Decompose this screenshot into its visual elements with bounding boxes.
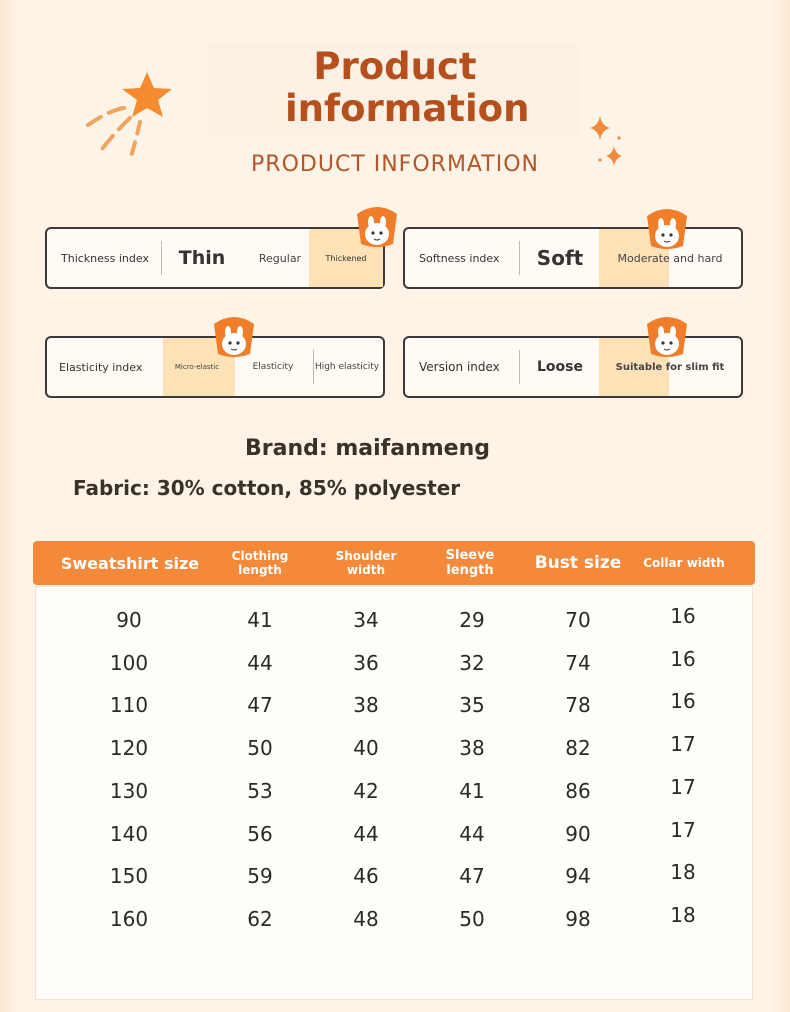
cell-clothing-length: 53 [247,778,273,803]
cell-bust-size: 86 [565,778,591,803]
size-table-header [33,541,755,585]
cell-clothing-length: 56 [247,821,273,846]
cell-bust-size: 78 [565,693,591,718]
cell-sleeve-length: 38 [459,736,485,761]
cell-size: 90 [116,608,142,632]
cell-sleeve-length: 29 [459,608,485,632]
cell-sleeve-length: 32 [459,650,485,675]
header-sweatshirt-size: Sweatshirt size [60,553,200,573]
cell-bust-size: 98 [565,906,591,931]
cell-collar-width: 18 [670,902,696,927]
cell-bust-size: 82 [565,736,591,761]
cell-shoulder-width: 34 [353,608,379,632]
softness-option-soft: Soft [536,246,584,270]
page-title: Product information [285,45,530,130]
cell-size: 140 [109,821,149,846]
cell-shoulder-width: 46 [353,864,379,889]
cell-collar-width: 17 [670,774,696,799]
page-subtitle: PRODUCT INFORMATION [251,152,539,177]
elasticity-index-label: Elasticity index [59,360,143,374]
cell-collar-width: 17 [670,817,696,842]
cell-clothing-length: 44 [247,650,273,675]
cell-sleeve-length: 35 [459,693,485,718]
softness-index-card [403,227,743,289]
version-option-loose: Loose [537,359,583,375]
cell-collar-width: 18 [670,860,696,885]
mascot-icon [353,204,401,250]
cell-shoulder-width: 40 [353,736,379,761]
cell-collar-width: 17 [670,732,696,757]
thickness-option-thickened: Thickened [325,253,367,263]
cell-clothing-length: 50 [247,736,273,761]
header-bust-size: Bust size [534,553,622,573]
cell-bust-size: 74 [565,650,591,675]
cell-shoulder-width: 44 [353,821,379,846]
cell-bust-size: 94 [565,864,591,889]
cell-clothing-length: 62 [247,906,273,931]
cell-bust-size: 70 [565,608,591,632]
elasticity-option-elasticity: Elasticity [252,362,294,372]
brand-line: Brand: maifanmeng [245,436,490,461]
cell-shoulder-width: 48 [353,906,379,931]
header-sleeve-length: Sleeve length [445,548,495,578]
mascot-icon [643,206,691,252]
cell-sleeve-length: 44 [459,821,485,846]
version-index-card [403,336,743,398]
cell-collar-width: 16 [670,604,696,628]
elasticity-option-micro-elastic: Micro-elastic [174,363,220,371]
thickness-index-label: Thickness index [61,251,149,265]
shooting-star-icon [82,70,182,165]
sparkle-icon [588,114,628,168]
header-shoulder-width: Shoulder width [335,549,397,577]
version-index-label: Version index [419,360,500,374]
cell-size: 120 [109,736,149,761]
fabric-line: Fabric: 30% cotton, 85% polyester [73,476,461,500]
version-option-slim-fit: Suitable for slim fit [615,361,725,373]
cell-clothing-length: 47 [247,693,273,718]
cell-size: 130 [109,778,149,803]
header-clothing-length: Clothing length [231,549,289,577]
cell-collar-width: 16 [670,646,696,671]
cell-shoulder-width: 36 [353,650,379,675]
cell-size: 150 [109,864,149,889]
mascot-icon [210,314,258,360]
cell-sleeve-length: 47 [459,864,485,889]
elasticity-option-high: High elasticity [314,362,380,372]
cell-clothing-length: 59 [247,864,273,889]
cell-collar-width: 16 [670,689,696,714]
cell-bust-size: 90 [565,821,591,846]
softness-index-label: Softness index [419,251,500,265]
cell-shoulder-width: 38 [353,693,379,718]
cell-sleeve-length: 50 [459,906,485,931]
mascot-icon [643,314,691,360]
cell-size: 110 [109,693,149,718]
cell-size: 100 [109,650,149,675]
thickness-index-card [45,227,385,289]
cell-sleeve-length: 41 [459,778,485,803]
softness-option-moderate-hard: Moderate and hard [617,251,723,265]
thickness-option-regular: Regular [258,251,302,265]
cell-clothing-length: 41 [247,608,273,632]
cell-size: 160 [109,906,149,931]
header-collar-width: Collar width [643,556,725,570]
cell-shoulder-width: 42 [353,778,379,803]
thickness-option-thin: Thin [178,247,226,269]
